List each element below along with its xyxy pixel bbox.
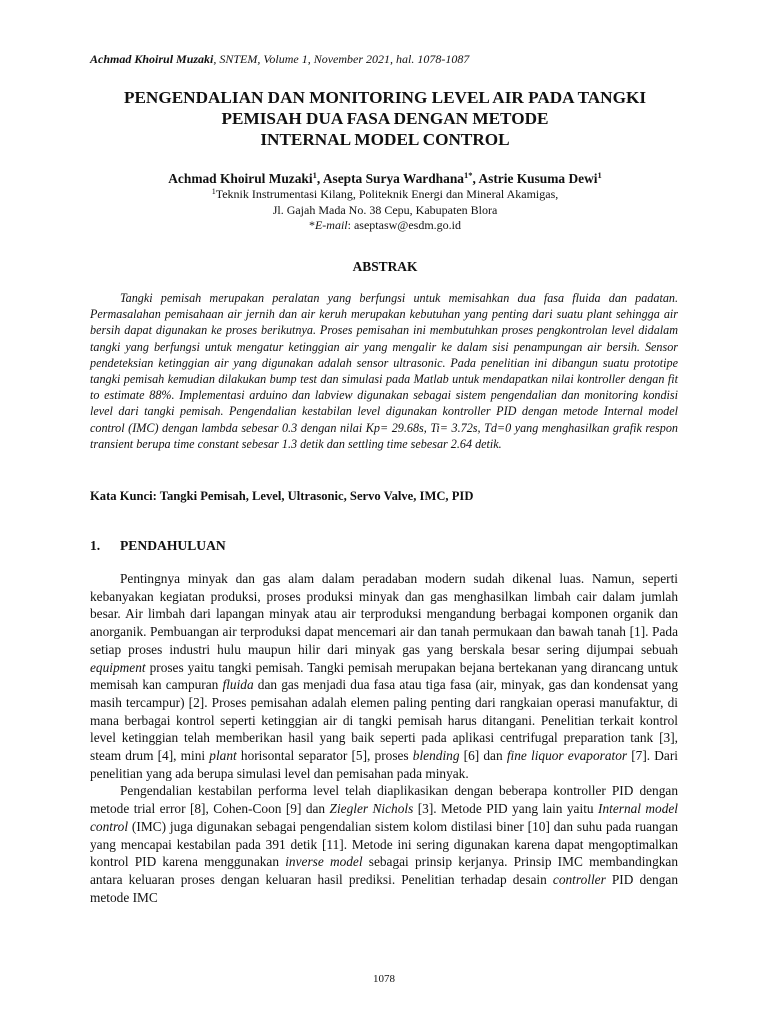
section-heading bbox=[90, 538, 226, 554]
italic-term: fine liquor evaporator bbox=[506, 748, 628, 764]
italic-term: controller bbox=[552, 871, 606, 887]
author-affil-mark: 1 bbox=[597, 170, 602, 180]
email-asterisk: * bbox=[308, 218, 315, 233]
italic-term: Ziegler Nichols bbox=[329, 801, 414, 817]
author-separator: , bbox=[472, 171, 479, 186]
affiliation-email bbox=[90, 218, 680, 234]
section-number: 1. bbox=[90, 538, 101, 553]
text-run: Pentingnya minyak dan gas alam dalam peradaban modern sudah dikenal luas. Namun, seperti kebanyakan kegiatan produksi, proses produksi minyak dan gas menghasilkan limbah cair dalam jumlah besar. Air limbah dari lapangan minyak atau air terproduksi mengandung berbagai komponen organik dan anorganik. Pembuangan air terproduksi dapat mencemari air dan tanah permukaan dan bawah tanah [1]. Pada setiap proses industri hulu maupun hilir dari minyak gas yang berskala besar sering dijumpai sebuah bbox=[90, 571, 678, 657]
abstract-heading: ABSTRAK bbox=[352, 259, 418, 274]
affiliation-address: Jl. Gajah Mada No. 38 Cepu, Kabupaten Blora bbox=[272, 202, 498, 217]
text-run: [6] dan bbox=[459, 748, 507, 764]
affiliation bbox=[90, 187, 680, 234]
text-run: (IMC) juga digunakan sebagai pengendalian sistem kolom distilasi biner [10] dan suhu pada ruangan yang mencapai kestabilan pada 391 detik [11]. Metode ini sering digunakan karena dapat mengoptimalkan kontrol PID karena menggunakan bbox=[90, 818, 678, 870]
body-paragraph bbox=[90, 782, 678, 906]
text-run: [7]. Dari penelitian yang ada berupa simulasi level dan pemisahan pada minyak. bbox=[90, 748, 678, 781]
author-affil-mark: 1 bbox=[312, 170, 317, 180]
italic-term: inverse model bbox=[285, 854, 363, 870]
text-run: dan gas menjadi dua fasa atau tiga fasa (air, minyak, gas dan kondensat yang masih tercampur) [2]. Proses pemisahan adalah elemen paling penting dari rangkaian operasi manufaktur, di mana berbagai kontrol seperti ketinggian air di tangki pemisah harus ditangani. Penelitian terkait kontrol level ketinggian telah memberikan hasil yang baik seperti pada aplikasi centrifugal preparation tank [3], steam drum [4], mini bbox=[90, 677, 678, 764]
author-name: Astrie Kusuma Dewi bbox=[478, 171, 598, 186]
affiliation-line bbox=[90, 187, 680, 203]
author-separator: , bbox=[316, 171, 323, 186]
text-run: PID dengan metode IMC bbox=[90, 871, 678, 905]
running-head bbox=[90, 52, 469, 67]
abstract-text: Tangki pemisah merupakan peralatan yang berfungsi untuk memisahkan dua fasa fluida dan padatan. Permasalahan pemisahaan air jernih dan air keruh merupakan kebutuhan yang penting dari suatu plant sehingga air bersih dapat digunakan ke proses berikutnya. Proses pemisahan ini membutuhkan proses pengkontrolan level didalam tangki yang berfungsi untuk mengatur ketinggian air yang mengalir ke dalam sisi penampungan air bersih. Sensor pendeteksian ketinggian air yang digunakan adalah sensor ultrasonic. Pada penelitian ini dibangun suatu prototipe tangki pemisah kemudian dilakukan bump test dan simulasi pada Matlab untuk mendapatkan nilai kontroller dengan fit to estimate 88%. Implementasi arduino dan labview digunakan sebagai sistem pengendalian dan monitoring kondisi level dari tangki pemisah. Pengendalian kestabilan level digunakan kontroller PID dengan metode Internal model control (IMC) dengan lambda sebesar 0.3 dengan nilai Kp= 29.68s, Ti= 3.72s, Td=0 yang menghasilkan grafik respon transient berupa time constant sebesar 1.3 detik dan settling time sebesar 2.64 detik. bbox=[90, 291, 678, 451]
running-head-citation: , SNTEM, Volume 1, November 2021, hal. 1078-1087 bbox=[213, 52, 470, 66]
section-title: PENDAHULUAN bbox=[120, 538, 226, 553]
email-label: E-mail bbox=[314, 218, 348, 233]
italic-term: Internal model control bbox=[90, 801, 679, 834]
title-line: INTERNAL MODEL CONTROL bbox=[260, 130, 510, 149]
text-run: proses yaitu tangki pemisah. Tangki pemisah merupakan bejana bertekanan yang dirancang untuk memisah kan campuran bbox=[90, 659, 678, 693]
page-number: 1078 bbox=[373, 973, 395, 985]
keywords: Kata Kunci: Tangki Pemisah, Level, Ultrasonic, Servo Valve, IMC, PID bbox=[90, 489, 474, 503]
italic-term: equipment bbox=[90, 659, 146, 675]
italic-term: plant bbox=[209, 748, 237, 764]
paper-title bbox=[90, 87, 680, 150]
author-affil-mark: 1* bbox=[463, 170, 473, 180]
title-line: PENGENDALIAN DAN MONITORING LEVEL AIR PADA TANGKI bbox=[123, 88, 647, 107]
affiliation-institution: Teknik Instrumentasi Kilang, Politeknik Energi dan Mineral Akamigas, bbox=[215, 187, 559, 201]
author-name: Achmad Khoirul Muzaki bbox=[168, 171, 313, 186]
author-name: Asepta Surya Wardhana bbox=[322, 171, 464, 186]
running-head-author: Achmad Khoirul Muzaki bbox=[90, 52, 214, 66]
italic-term: blending bbox=[412, 748, 460, 764]
text-run: Pengendalian kestabilan performa level telah diaplikasikan dengan beberapa kontroller PID dengan metode trial error [8], Cohen-Coon [9] dan bbox=[90, 783, 678, 817]
text-run: sebagai prinsip kerjanya. Prinsip IMC membandingkan antara keluaran proses dengan keluaran hasil prediksi. Penelitian terhadap desain bbox=[90, 854, 679, 887]
text-run: horisontal separator [5], proses bbox=[236, 748, 413, 764]
body-text bbox=[90, 570, 678, 906]
title-line: PEMISAH DUA FASA DENGAN METODE bbox=[221, 109, 549, 128]
text-run: [3]. Metode PID yang lain yaitu bbox=[413, 801, 598, 817]
email-address: : aseptasw@esdm.go.id bbox=[347, 218, 462, 233]
body-paragraph bbox=[90, 570, 678, 782]
italic-term: fluida bbox=[222, 677, 254, 693]
affiliation-mark: 1 bbox=[211, 187, 216, 196]
author-list bbox=[90, 171, 680, 187]
